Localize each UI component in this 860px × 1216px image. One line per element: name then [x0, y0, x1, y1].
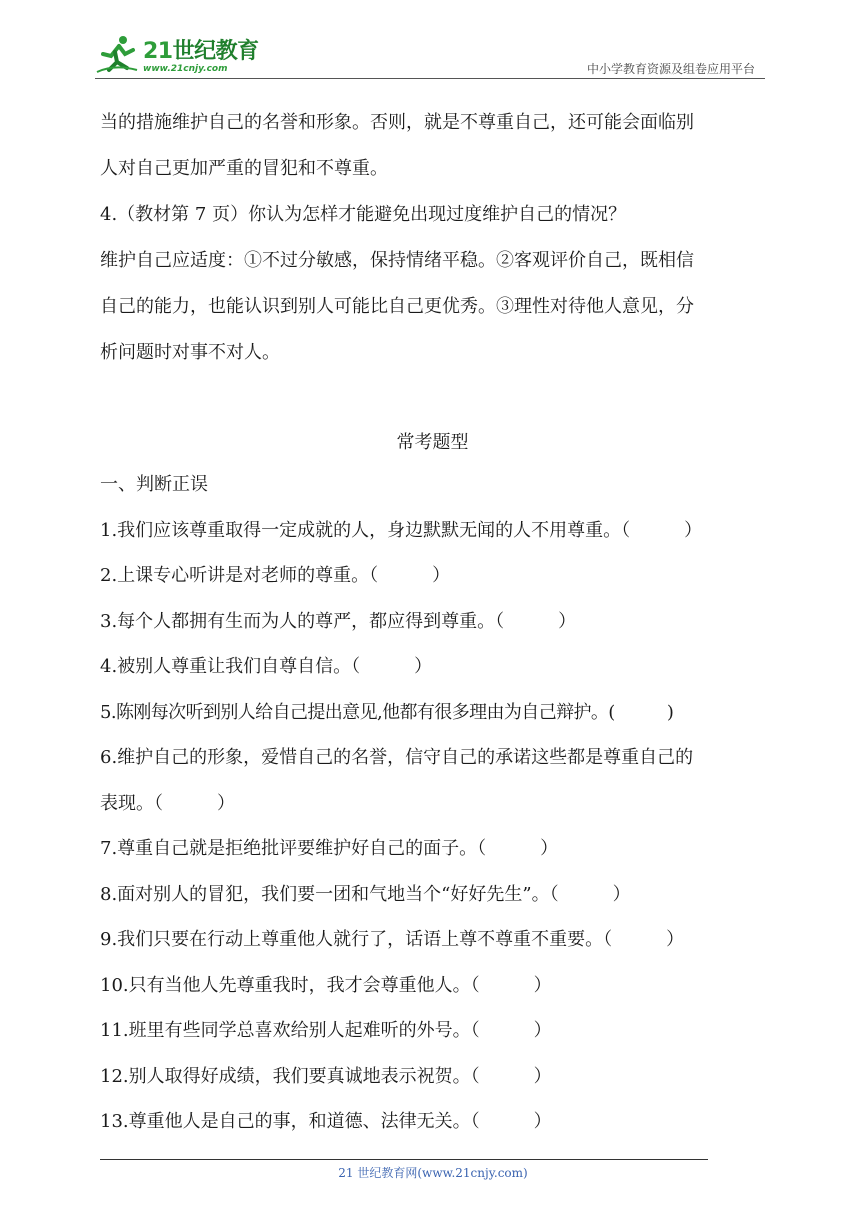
header-divider [95, 78, 765, 79]
document-body [100, 100, 765, 1145]
list-item: 8.面对别人的冒犯，我们要一团和气地当个“好好先生”。（ ） [100, 883, 631, 905]
answer-4-line-1: 维护自己应适度：①不过分敏感，保持情绪平稳。②客观评价自己，既相信 [100, 250, 694, 271]
answer-4-line-3: 析问题时对事不对人。 [100, 342, 280, 363]
page-header [95, 30, 765, 80]
footer-divider [100, 1159, 708, 1160]
list-item: 11.班里有些同学总喜欢给别人起难听的外号。（ ） [100, 1020, 552, 1041]
list-item: 9.我们只要在行动上尊重他人就行了，话语上尊不尊重不重要。（ ） [100, 929, 685, 950]
page-footer [0, 1164, 860, 1181]
intro-line-2: 人对自己更加严重的冒犯和不尊重。 [100, 158, 388, 179]
logo-url: www.21cnjy.com [143, 64, 228, 74]
subsection-title: 一、判断正误 [100, 474, 208, 495]
running-figure-logo-icon [95, 34, 139, 74]
list-item: 2.上课专心听讲是对老师的尊重。（ ） [100, 565, 451, 586]
list-item-continuation: 表现。（ ） [100, 792, 235, 814]
footer-text: 21 世纪教育网(www.21cnjy.com) [338, 1166, 528, 1180]
list-item: 7.尊重自己就是拒绝批评要维护好自己的面子。（ ） [100, 838, 559, 859]
intro-line-1: 当的措施维护自己的名誉和形象。否则，就是不尊重自己，还可能会面临别 [100, 112, 694, 133]
question-4: 4.（教材第 7 页）你认为怎样才能避免出现过度维护自己的情况？ [100, 204, 627, 225]
answer-4-line-2: 自己的能力，也能认识到别人可能比自己更优秀。③理性对待他人意见，分 [100, 296, 694, 317]
list-item: 12.别人取得好成绩，我们要真诚地表示祝贺。（ ） [100, 1065, 552, 1087]
list-item: 1.我们应该尊重取得一定成就的人，身边默默无闻的人不用尊重。（ ） [100, 519, 703, 541]
list-item: 4.被别人尊重让我们自尊自信。（ ） [100, 656, 433, 677]
list-item: 3.每个人都拥有生而为人的尊严，都应得到尊重。（ ） [100, 610, 577, 632]
logo-number: 21 [143, 39, 173, 64]
list-item: 10.只有当他人先尊重我时，我才会尊重他人。（ ） [100, 974, 552, 996]
list-item: 13.尊重他人是自己的事，和道德、法律无关。（ ） [100, 1111, 552, 1132]
logo-text: 世纪教育 [172, 39, 259, 64]
section-title: 常考题型 [396, 432, 469, 453]
platform-name: 中小学教育资源及组卷应用平台 [586, 62, 755, 76]
logo [95, 34, 259, 74]
list-item: 6.维护自己的形象，爱惜自己的名誉，信守自己的承诺这些都是尊重自己的 [100, 747, 694, 768]
list-item: 5.陈刚每次听到别人给自己提出意见,他都有很多理由为自己辩护。( ) [100, 701, 674, 723]
